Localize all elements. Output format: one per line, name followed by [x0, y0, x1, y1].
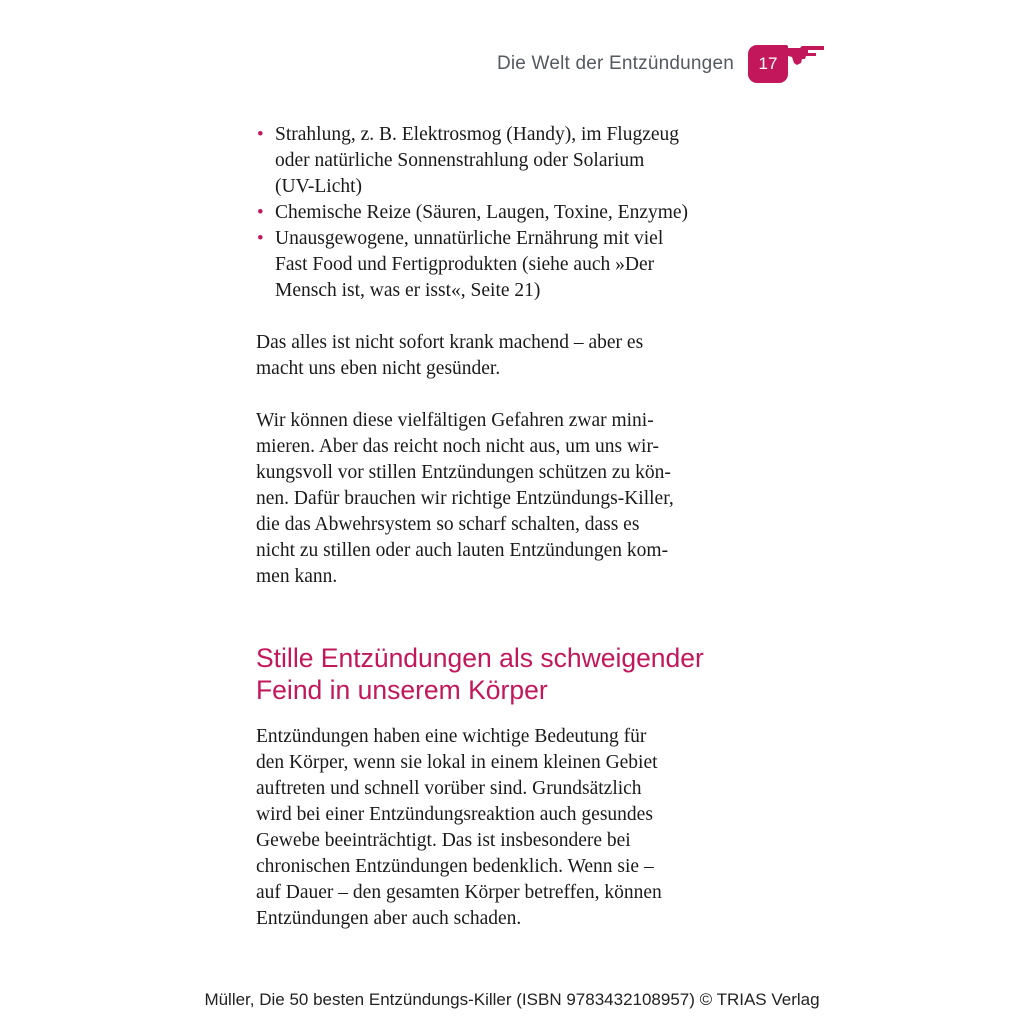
- running-header: [0, 44, 1024, 88]
- list-item: [256, 200, 756, 226]
- section-body-paragraph: Entzündungen haben eine wichtige Bedeutung für den Körper, wenn sie lokal in einem kleinen Gebiet auftreten und schnell vorüber sind. Grundsätzlich wird bei einer Entzündungsreaktion auch gesundes Gewebe beeinträchtigt. Das ist insbesondere bei chronischen Entzündungen bedenklich. Wenn sie – auf Dauer – den gesamten Körper betreffen, können Entzündungen aber auch schaden.: [256, 726, 662, 929]
- page-number-badge: [748, 45, 788, 83]
- list-item: [256, 122, 756, 200]
- bullet-list: [256, 122, 756, 304]
- list-item-text: Chemische Reize (Säuren, Laugen, Toxine, Enzyme): [275, 202, 689, 223]
- page-number: 17: [758, 54, 778, 73]
- pointing-hand-icon: [786, 44, 826, 70]
- page-content: [256, 122, 756, 932]
- chapter-title: Die Welt der Entzündungen: [496, 53, 734, 74]
- body-paragraph: Wir können diese vielfältigen Gefahren zwar mini- mieren. Aber das reicht noch nicht aus, um uns wir- kungsvoll vor stillen Entzündungen schützen zu kön- nen. Dafür brauchen wir richtige Entzündungs-Killer, die das Abwehrsystem so scharf schalten, dass es nicht zu stillen oder auch lauten Entzündungen kom- men kann.: [256, 410, 674, 587]
- copyright-footer: Müller, Die 50 besten Entzündungs-Killer (ISBN 9783432108957) © TRIAS Verlag: [204, 990, 820, 1009]
- bullet-marker: •: [257, 124, 264, 145]
- list-item: [256, 226, 756, 304]
- list-item-text: Strahlung, z. B. Elektrosmog (Handy), im Flugzeug oder natürliche Sonnenstrahlung oder Solarium (UV-Licht): [275, 124, 680, 197]
- body-paragraph: Das alles ist nicht sofort krank machend – aber es macht uns eben nicht gesünder.: [256, 332, 644, 379]
- bullet-marker: •: [257, 228, 264, 249]
- section-heading: Stille Entzündungen als schweigender Feind in unserem Körper: [256, 643, 704, 705]
- bullet-marker: •: [257, 202, 264, 223]
- list-item-text: Unausgewogene, unnatürliche Ernährung mit viel Fast Food und Fertigprodukten (siehe auch »Der Mensch ist, was er isst«, Seite 21): [275, 228, 664, 301]
